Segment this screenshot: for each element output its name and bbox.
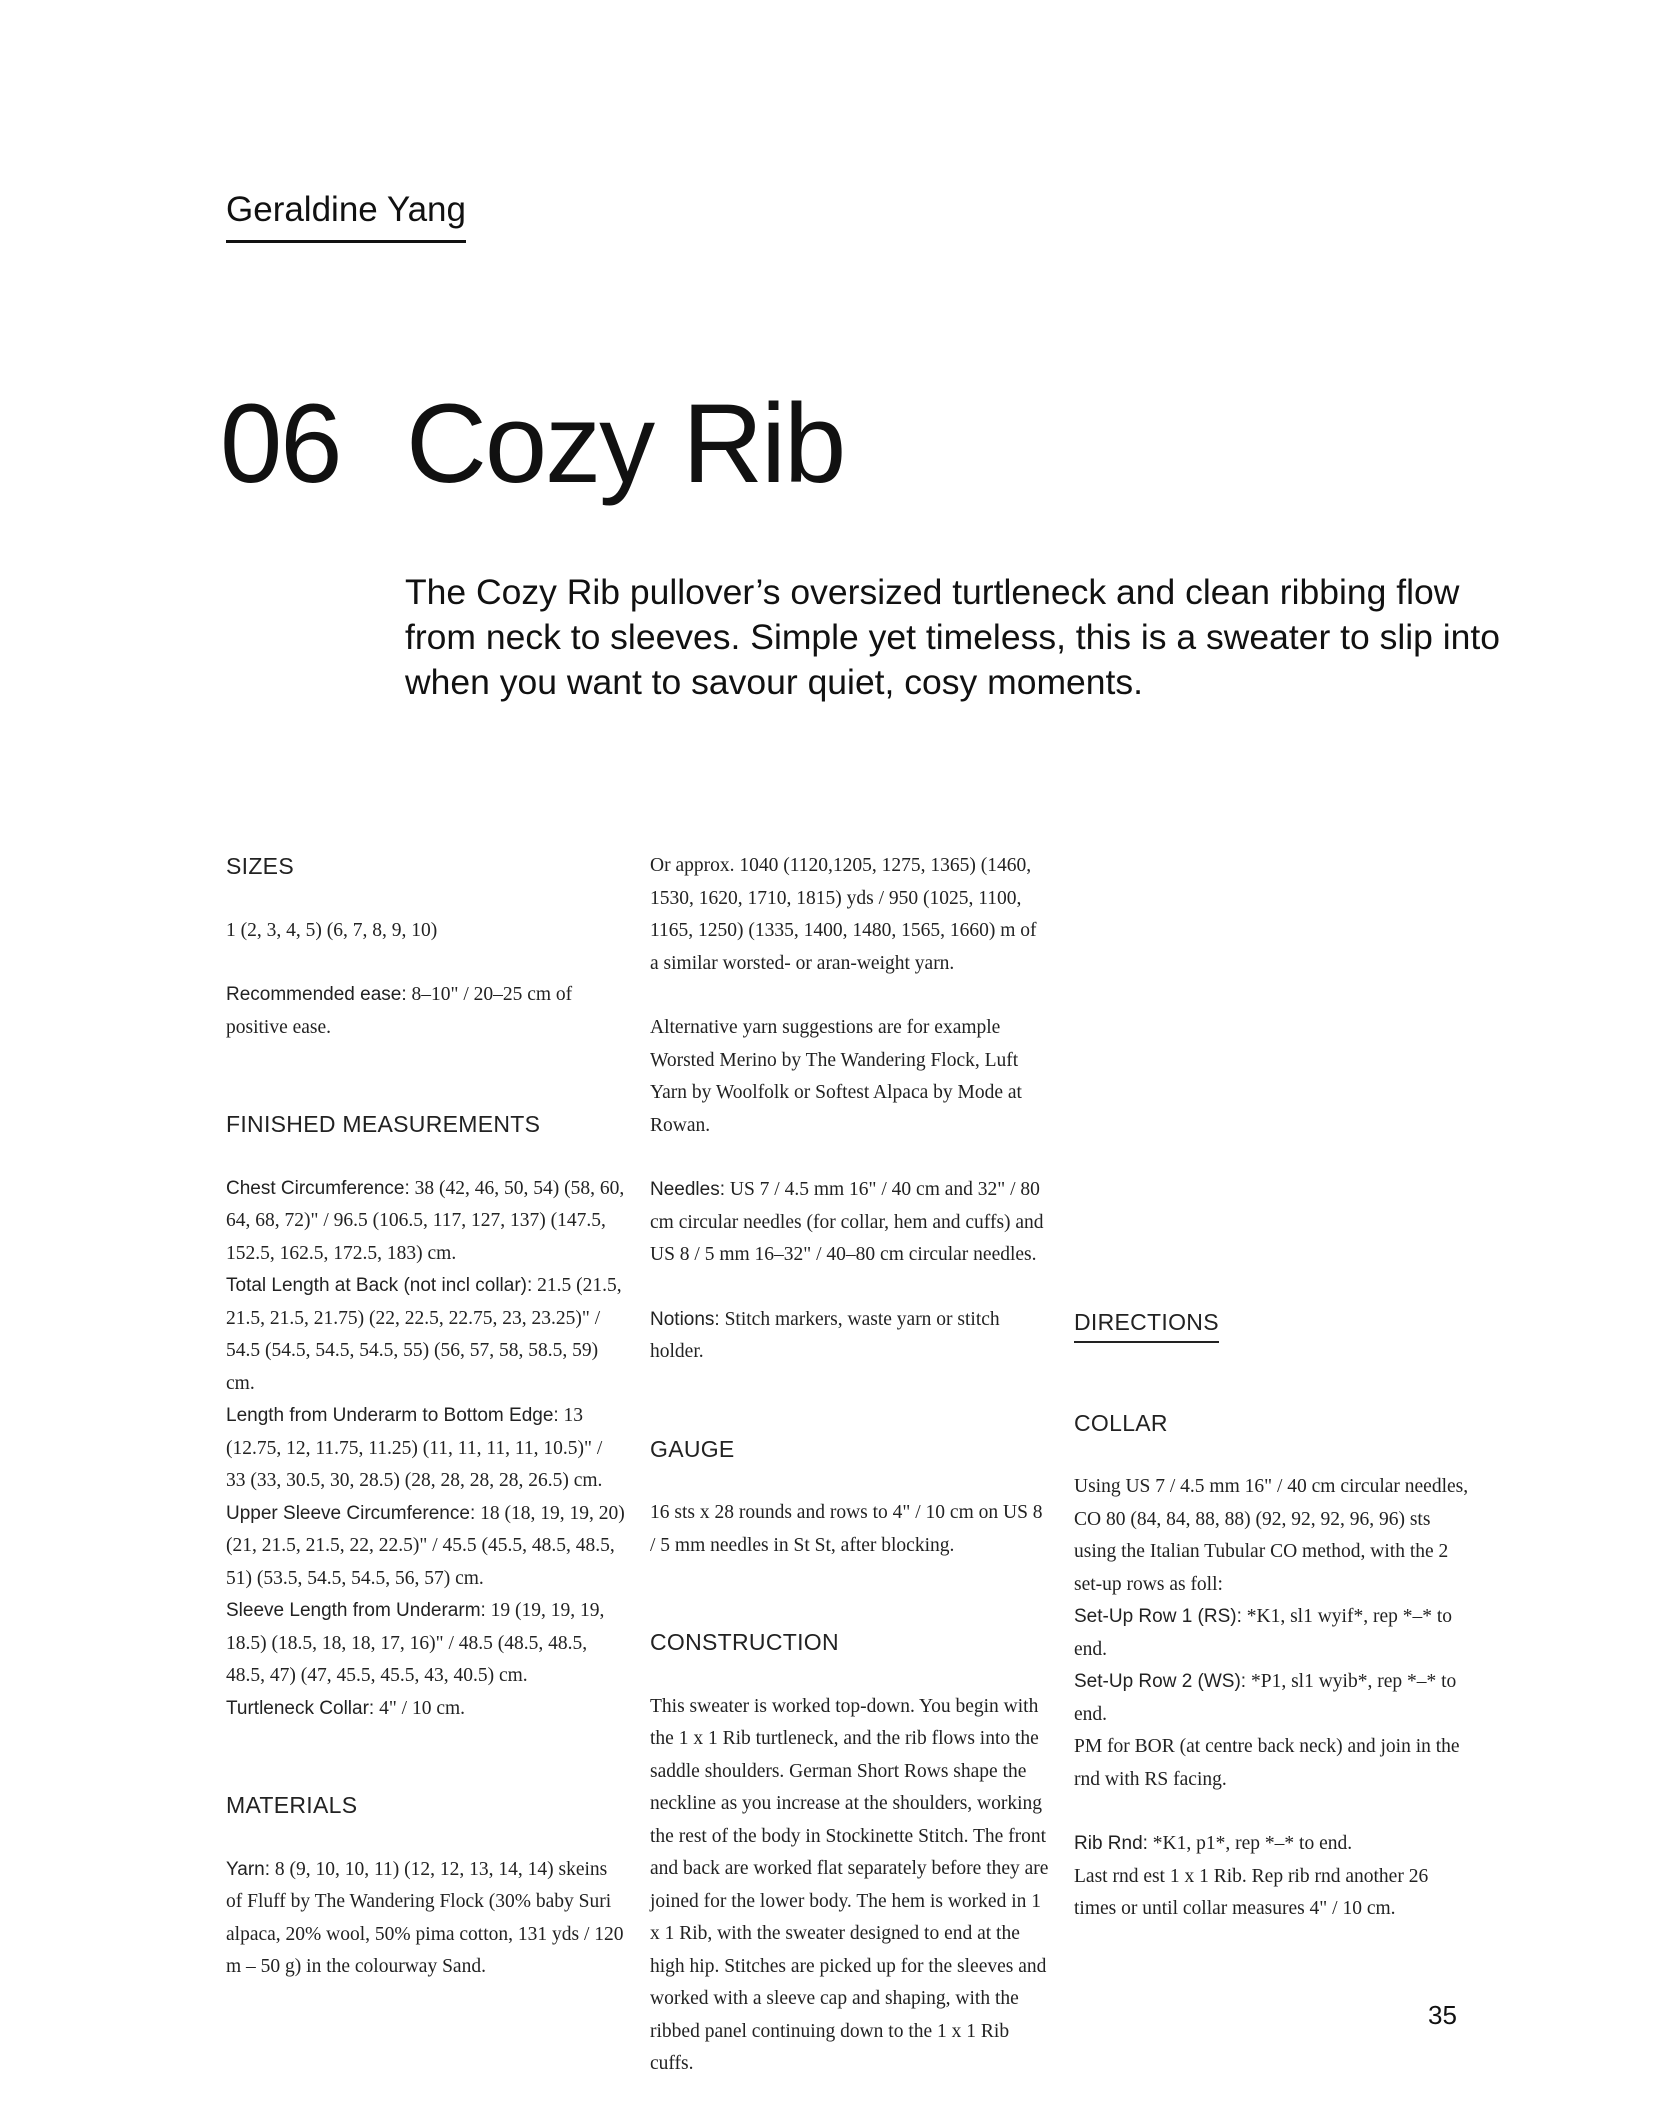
construction-text: This sweater is worked top-down. You begin with the 1 x 1 Rib turtleneck, and the rib flows into the saddle shoulders. German Short Rows shape the neckline as you increase at the shoulders, working the rest of the body in Stockinette Stitch. The front and back are worked flat separately before they are joined for the lower body. The hem is worked in 1 x 1 Rib, with the sweater designed to end at the high hip. Stitches are picked up for the sleeves and worked with a sleeve cap and shaping, with the ribbed panel continuing down to the 1 x 1 Rib cuffs. bbox=[650, 1695, 1049, 2074]
finished-measurements-heading: FINISHED MEASUREMENTS bbox=[226, 1111, 541, 1137]
needles-paragraph bbox=[650, 1174, 1050, 1272]
measurement-label: Upper Sleeve Circumference: bbox=[226, 1502, 476, 1524]
notions-label: Notions: bbox=[650, 1308, 720, 1330]
measurement-label: Chest Circumference: bbox=[226, 1177, 410, 1199]
setup-row-1-text: *K1, sl1 wyif*, rep *–* to end. bbox=[1074, 1606, 1453, 1660]
ease-label: Recommended ease: bbox=[226, 984, 407, 1005]
rib-round-text: *K1, p1*, rep *–* to end. bbox=[1147, 1833, 1353, 1854]
designer-name: Geraldine Yang bbox=[226, 190, 466, 243]
yarn-text: 8 (9, 10, 10, 11) (12, 12, 13, 14, 14) skeins of Fluff by The Wandering Flock (30% baby Suri alpaca, 20% wool, 50% pima cotton, 131 yds / 120 m – 50 g) in the colourway Sand. bbox=[226, 1858, 624, 1977]
measurement-label: Turtleneck Collar: bbox=[226, 1697, 375, 1719]
sizes-heading: SIZES bbox=[226, 853, 294, 879]
rib-round-label: Rib Rnd: bbox=[1074, 1833, 1148, 1854]
needles-text: US 7 / 4.5 mm 16" / 40 cm and 32" / 80 cm circular needles (for collar, hem and cuffs) and US 8 / 5 mm 16–32" / 40–80 cm circular needles. bbox=[650, 1179, 1044, 1265]
recommended-ease bbox=[226, 979, 626, 1044]
pattern-name: Cozy Rib bbox=[406, 381, 845, 506]
measurement-item bbox=[226, 1498, 626, 1596]
measurement-text: 18 (18, 19, 19, 20) (21, 21.5, 21.5, 22, 22.5)" / 45.5 (45.5, 48.5, 48.5, 51) (53.5, 54.5, 54.5, 56, 57) cm. bbox=[226, 1502, 625, 1589]
setup-row-1 bbox=[1074, 1601, 1474, 1666]
notions-paragraph bbox=[650, 1304, 1050, 1369]
materials-heading: MATERIALS bbox=[226, 1792, 358, 1818]
pattern-title bbox=[220, 381, 845, 506]
column-2 bbox=[650, 850, 1050, 2081]
notions-text: Stitch markers, waste yarn or stitch holder. bbox=[650, 1308, 1000, 1362]
gauge-text: 16 sts x 28 rounds and rows to 4" / 10 cm on US 8 / 5 mm needles in St St, after blocking. bbox=[650, 1502, 1043, 1556]
measurement-item bbox=[226, 1173, 626, 1271]
yarn-alternative-amounts: Or approx. 1040 (1120,1205, 1275, 1365) (1460, 1530, 1620, 1710, 1815) yds / 950 (1025, 1100, 1165, 1250) (1335, 1400, 1480, 1565, 1660) m of a similar worsted- or aran-weight yarn. bbox=[650, 855, 1037, 974]
intro-paragraph: The Cozy Rib pullover’s oversized turtleneck and clean ribbing flow from neck to sleeves. Simple yet timeless, this is a sweater to slip into when you want to savour quiet, cosy moments. bbox=[405, 572, 1501, 702]
measurement-label: Length from Underarm to Bottom Edge: bbox=[226, 1405, 559, 1426]
measurement-label: Sleeve Length from Underarm: bbox=[226, 1600, 486, 1621]
measurement-item bbox=[226, 1693, 626, 1726]
column-1 bbox=[226, 850, 626, 1984]
column-3 bbox=[1074, 1306, 1474, 1926]
sizes-list: 1 (2, 3, 4, 5) (6, 7, 8, 9, 10) bbox=[226, 919, 438, 941]
collar-heading: COLLAR bbox=[1074, 1409, 1168, 1436]
measurement-text: 38 (42, 46, 50, 54) (58, 60, 64, 68, 72)" / 96.5 (106.5, 117, 127, 137) (147.5, 152.5, 162.5, 172.5, 183) cm. bbox=[226, 1177, 625, 1264]
alternative-yarns: Alternative yarn suggestions are for example Worsted Merino by The Wandering Flock, Luft Yarn by Woolfolk or Softest Alpaca by Mode at Rowan. bbox=[650, 1017, 1022, 1136]
yarn-label: Yarn: bbox=[226, 1858, 271, 1880]
yarn-paragraph bbox=[226, 1854, 626, 1984]
measurement-label: Total Length at Back (not incl collar): bbox=[226, 1275, 533, 1296]
setup-row-2 bbox=[1074, 1666, 1474, 1731]
rib-round bbox=[1074, 1828, 1474, 1861]
pm-text: PM for BOR (at centre back neck) and join in the rnd with RS facing. bbox=[1074, 1736, 1460, 1790]
ease-text: 8–10" / 20–25 cm of positive ease. bbox=[226, 984, 573, 1038]
measurement-text: 21.5 (21.5, 21.5, 21.5, 21.75) (22, 22.5, 22.75, 23, 23.25)" / 54.5 (54.5, 54.5, 54.5, 55) (56, 57, 58, 58.5, 59) cm. bbox=[226, 1275, 622, 1394]
measurement-text: 13 (12.75, 12, 11.75, 11.25) (11, 11, 11, 11, 10.5)" / 33 (33, 30.5, 30, 28.5) (28, 28, 28, 28, 26.5) cm. bbox=[226, 1405, 603, 1491]
pattern-number: 06 bbox=[220, 381, 341, 506]
setup-row-2-text: *P1, sl1 wyib*, rep *–* to end. bbox=[1074, 1671, 1457, 1725]
measurement-text: 4" / 10 cm. bbox=[374, 1697, 466, 1719]
measurement-item bbox=[226, 1595, 626, 1693]
collar-text: Using US 7 / 4.5 mm 16" / 40 cm circular needles, CO 80 (84, 84, 88, 88) (92, 92, 92, 96, 96) sts using the Italian Tubular CO method, with the 2 set-up rows as foll: bbox=[1074, 1476, 1469, 1595]
gauge-heading: GAUGE bbox=[650, 1435, 735, 1462]
construction-heading: CONSTRUCTION bbox=[650, 1629, 839, 1655]
setup-row-1-label: Set-Up Row 1 (RS): bbox=[1074, 1606, 1242, 1627]
directions-heading: DIRECTIONS bbox=[1074, 1306, 1219, 1343]
measurement-item bbox=[226, 1270, 626, 1400]
setup-row-2-label: Set-Up Row 2 (WS): bbox=[1074, 1671, 1247, 1692]
page-number: 35 bbox=[1428, 2000, 1457, 2030]
rib-more-text: Last rnd est 1 x 1 Rib. Rep rib rnd another 26 times or until collar measures 4" / 10 cm. bbox=[1074, 1865, 1429, 1919]
needles-label: Needles: bbox=[650, 1179, 725, 1200]
measurement-text: 19 (19, 19, 19, 18.5) (18.5, 18, 18, 17, 16)" / 48.5 (48.5, 48.5, 48.5, 47) (47, 45.5, 45.5, 43, 40.5) cm. bbox=[226, 1600, 605, 1686]
measurement-item bbox=[226, 1400, 626, 1498]
